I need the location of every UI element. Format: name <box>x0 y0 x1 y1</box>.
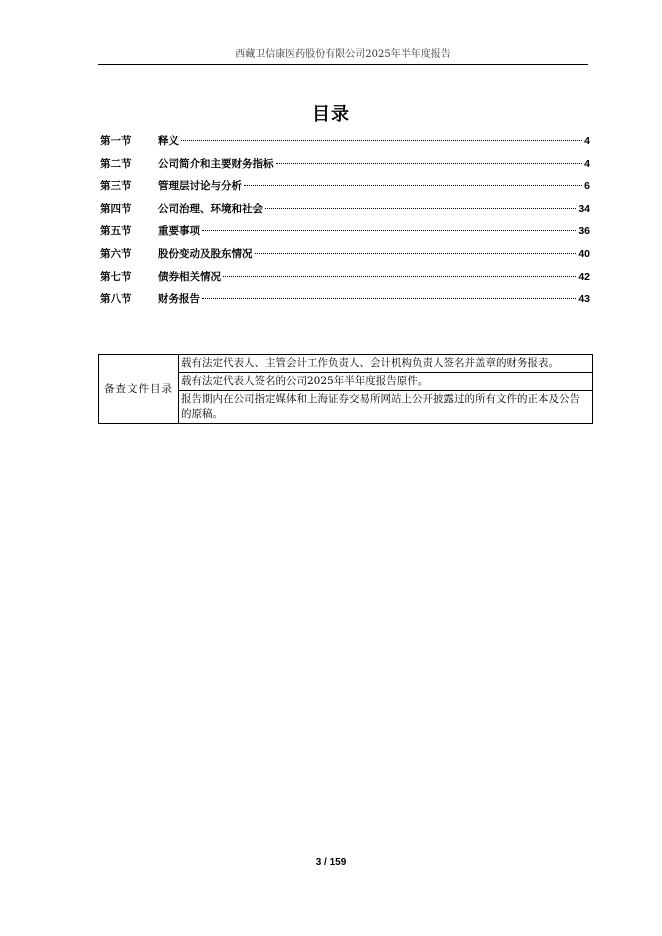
toc-section-number: 第七节 <box>100 270 132 283</box>
toc-page-number: 40 <box>578 247 590 260</box>
toc-section-name: 重要事项 <box>158 225 200 238</box>
toc-entry[interactable] <box>100 133 590 156</box>
toc-section-name: 释义 <box>158 135 179 147</box>
toc-page-number: 4 <box>584 135 590 147</box>
reference-document-item: 载有法定代表人签名的公司2025年半年度报告原件。 <box>179 373 593 391</box>
page-header: 西藏卫信康医药股份有限公司2025年半年度报告 <box>98 45 588 65</box>
toc-page-number: 43 <box>578 293 590 306</box>
toc-section-name: 公司简介和主要财务指标 <box>158 157 274 170</box>
toc-section-number: 第八节 <box>100 293 132 306</box>
toc-entry[interactable] <box>100 291 590 314</box>
toc-section-number: 第四节 <box>100 202 132 215</box>
toc-entry[interactable] <box>100 201 590 224</box>
toc-leader-dots <box>223 276 576 277</box>
toc-section-number: 第二节 <box>100 157 132 170</box>
toc-section-name: 管理层讨论与分析 <box>158 180 242 193</box>
table-row <box>99 355 593 373</box>
toc-leader-dots <box>202 230 576 231</box>
toc-page-number: 4 <box>584 157 590 170</box>
reference-documents-label: 备查文件目录 <box>99 355 179 424</box>
toc-leader-dots <box>255 253 577 254</box>
toc-section-number: 第三节 <box>100 180 132 193</box>
toc-section-number: 第一节 <box>100 135 132 147</box>
toc-page-number: 42 <box>578 270 590 283</box>
toc-entry[interactable] <box>100 246 590 269</box>
toc-section-name: 公司治理、环境和社会 <box>158 202 263 215</box>
table-of-contents <box>100 133 590 314</box>
toc-leader-dots <box>244 185 582 186</box>
toc-page-number: 34 <box>578 202 590 215</box>
toc-section-name: 股份变动及股东情况 <box>158 247 253 260</box>
toc-entry[interactable] <box>100 156 590 179</box>
toc-section-name: 财务报告 <box>158 293 200 306</box>
reference-document-item: 载有法定代表人、主管会计工作负责人、会计机构负责人签名并盖章的财务报表。 <box>179 355 593 373</box>
toc-title: 目录 <box>312 104 350 125</box>
toc-leader-dots <box>202 298 576 299</box>
toc-section-name: 债券相关情况 <box>158 270 221 283</box>
toc-leader-dots <box>181 140 582 141</box>
toc-entry[interactable] <box>100 178 590 201</box>
toc-leader-dots <box>276 163 583 164</box>
toc-entry[interactable] <box>100 223 590 246</box>
toc-page-number: 6 <box>584 180 590 193</box>
reference-documents-table <box>98 354 593 424</box>
toc-entry[interactable] <box>100 269 590 292</box>
toc-page-number: 36 <box>578 225 590 238</box>
toc-section-number: 第五节 <box>100 225 132 238</box>
toc-leader-dots <box>265 208 576 209</box>
toc-section-number: 第六节 <box>100 247 132 260</box>
page-number-footer: 3 / 159 <box>315 857 347 868</box>
reference-document-item: 报告期内在公司指定媒体和上海证券交易所网站上公开披露过的所有文件的正本及公告的原稿。 <box>179 391 593 424</box>
